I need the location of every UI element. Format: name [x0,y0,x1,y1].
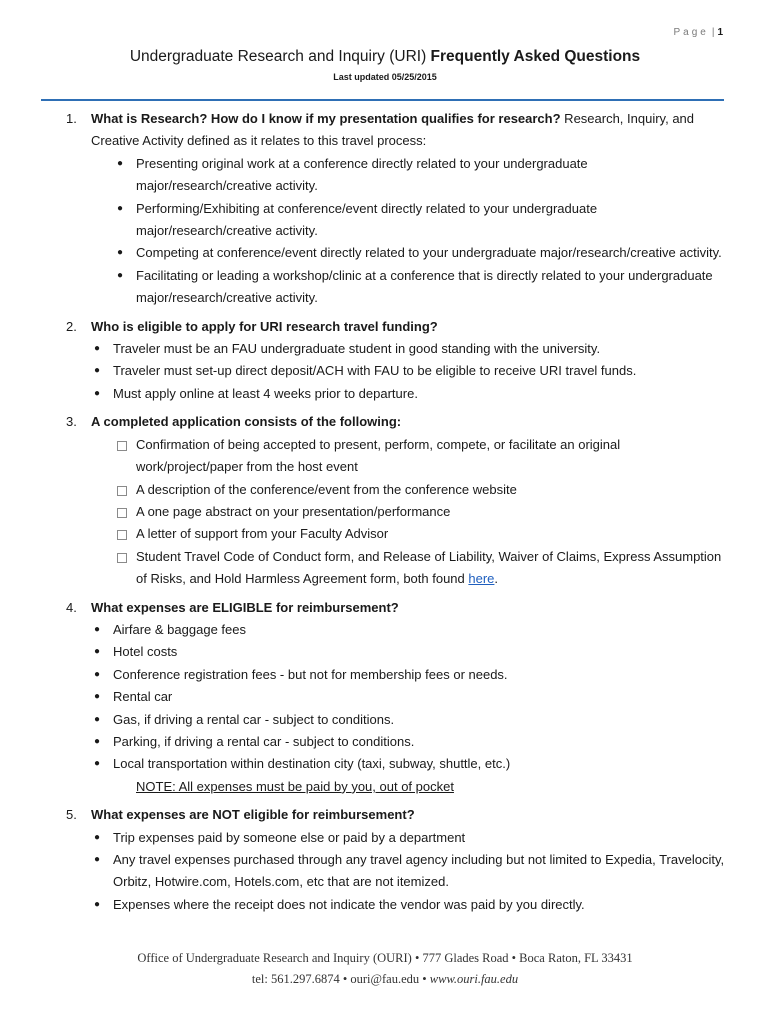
question-text: Research, Inquiry, and Creative Activity defined as it relates to this travel process: [91,111,695,149]
bullet-icon: ● [117,269,124,281]
question-heading: Who is eligible to apply for URI research travel funding? [91,318,438,334]
list-item-text: Presenting original work at a conference directly related to your undergraduate major/research/creative activity. [136,155,588,194]
checklist-item [91,546,726,591]
list-item [91,619,726,641]
faq-question-2 [66,316,726,406]
list-item-text: Traveler must set-up direct deposit/ACH with FAU to be eligible to receive URI travel funds. [113,363,637,379]
bullet-icon: ● [94,735,101,747]
page-separator: | [711,27,715,38]
list-item [91,664,726,686]
page-footer [0,948,770,990]
list-item-text: Hotel costs [113,644,178,660]
question-heading: What expenses are ELIGIBLE for reimbursement? [91,599,399,615]
footer-address: Office of Undergraduate Research and Inquiry (OURI) • 777 Glades Road • Boca Raton, FL 33431 [137,951,633,965]
list-item [91,731,726,753]
list-item-text: Performing/Exhibiting at conference/event directly related to your undergraduate major/research/creative activity. [136,200,598,239]
expense-note: NOTE: All expenses must be paid by you, out of pocket [136,778,454,794]
checkbox-icon [117,530,127,540]
list-item [91,827,726,849]
list-item-text: Any travel expenses purchased through any travel agency including but not limited to Expedia, Travelocity, Orbitz, Hotwire.com, Hotels.com, etc that are not itemized. [113,852,725,890]
faq-question-4 [66,597,726,799]
question-number: 1. [66,111,77,126]
list-item-text: Rental car [113,689,173,705]
checkbox-icon [117,441,127,451]
bullet-icon: ● [117,202,124,214]
bullet-icon: ● [94,854,101,865]
list-item-text: A one page abstract on your presentation/performance [136,503,451,519]
answer-list [91,827,726,917]
header-divider [41,99,724,101]
list-item-text: Competing at conference/event directly related to your undergraduate major/research/creative activity. [136,245,722,261]
bullet-icon: ● [94,365,101,377]
list-item [91,198,726,243]
bullet-icon: ● [94,691,101,703]
bullet-icon: ● [94,831,101,843]
list-item [91,153,726,198]
footer-phone-email: tel: 561.297.6874 • ouri@fau.edu • [251,972,430,986]
footer-contact [0,969,770,990]
checklist-item [91,434,726,479]
list-item [91,242,726,264]
bullet-icon: ● [94,758,101,770]
list-item-text: Confirmation of being accepted to present, perform, compete, or facilitate an original work/project/paper from the host event [136,436,621,475]
question-number: 3. [66,414,77,430]
bullet-icon: ● [94,713,101,725]
list-item [91,894,726,916]
list-item-text: Expenses where the receipt does not indicate the vendor was paid by you directly. [113,896,585,912]
document-title [0,48,770,66]
faq-question-3 [66,411,726,590]
page-number [673,27,723,38]
list-item-text: Must apply online at least 4 weeks prior to departure. [113,385,418,401]
list-item-text: A letter of support from your Faculty Advisor [136,526,389,542]
list-item-end: . [494,571,499,587]
question-number: 4. [66,599,77,615]
bullet-icon: ● [117,247,124,259]
list-item-text: Parking, if driving a rental car - subject to conditions. [113,733,415,749]
bullet-icon: ● [94,623,101,635]
list-item-text: Student Travel Code of Conduct form, and Release of Liability, Waiver of Claims, Express Assumption of Risks, and Hold Harmless Agreement form, both found [136,548,722,587]
list-item [91,360,726,382]
title-bold: Frequently Asked Questions [430,48,641,65]
answer-list [91,338,726,405]
question-number: 2. [66,318,77,334]
footer-website: www.ouri.fau.edu [429,972,519,986]
question-heading: What expenses are NOT eligible for reimbursement? [91,807,415,823]
list-item-text: Facilitating or leading a workshop/clinic at a conference that is directly related to your undergraduate major/research/creative activity. [136,267,713,306]
answer-list [91,619,726,776]
list-item-text: Gas, if driving a rental car - subject to conditions. [113,711,395,727]
bullet-icon: ● [94,898,101,910]
checklist-item [91,479,726,501]
list-item-text: A description of the conference/event from the conference website [136,481,517,497]
question-heading: What is Research? How do I know if my presentation qualifies for research? [91,111,561,126]
bullet-icon: ● [117,157,124,169]
list-item [91,849,726,894]
last-updated: Last updated 05/25/2015 [333,72,437,82]
checklist-item [91,501,726,523]
bullet-icon: ● [94,646,101,658]
list-item [91,265,726,310]
checklist-item [91,523,726,545]
bullet-icon: ● [94,343,101,355]
faq-question-1 [66,108,726,310]
bullet-icon: ● [94,387,101,399]
list-item [91,338,726,360]
list-item [91,641,726,663]
title-plain: Undergraduate Research and Inquiry (URI) [129,48,431,65]
page-label: Page [673,27,709,38]
bullet-icon: ● [94,668,101,680]
list-item-text: Traveler must be an FAU undergraduate student in good standing with the university. [113,341,601,357]
list-item-text: Conference registration fees - but not for membership fees or needs. [113,666,508,682]
list-item-text: Trip expenses paid by someone else or paid by a department [113,829,466,845]
checkbox-icon [117,553,127,563]
checkbox-icon [117,508,127,518]
list-item [91,709,726,731]
checklist [91,434,726,591]
list-item-text: Local transportation within destination city (taxi, subway, shuttle, etc.) [113,756,511,772]
list-item [91,753,726,775]
page-value: 1 [717,27,723,38]
question-number: 5. [66,807,77,823]
list-item-text: Airfare & baggage fees [113,621,246,637]
list-item [91,383,726,405]
answer-list [91,153,726,310]
list-item [91,686,726,708]
faq-body [66,108,726,922]
forms-link[interactable]: here [468,571,495,587]
question-heading: A completed application consists of the following: [91,414,402,430]
faq-question-5 [66,804,726,916]
checkbox-icon [117,486,127,496]
